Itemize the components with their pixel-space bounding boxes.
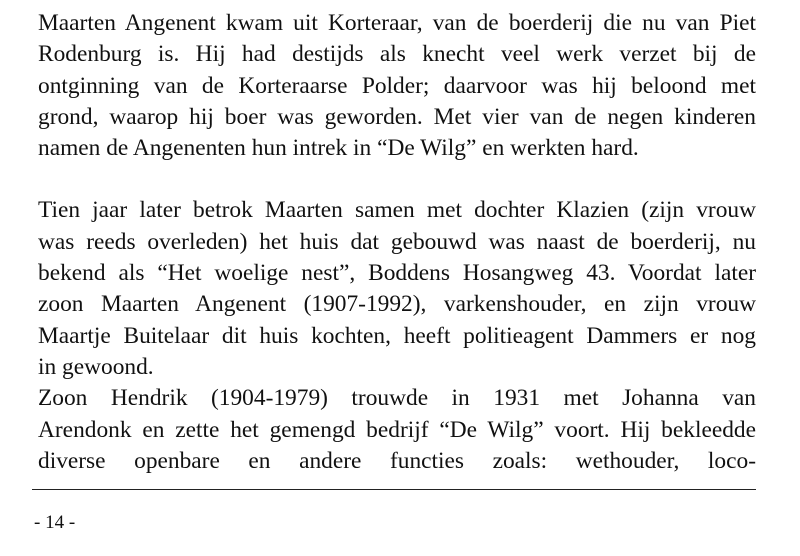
text-line: ontginning van de Korteraarse Polder; daarvoor was hij beloond met [38, 72, 756, 99]
text-line: namen de Angenenten hun intrek in “De Wilg” en werkten hard. [38, 135, 639, 162]
footer-rule [32, 489, 756, 490]
paragraph-3 [38, 383, 756, 477]
text-line: was reeds overleden) het huis dat gebouwd was naast de boerderij, nu [38, 228, 756, 255]
paragraph-gap [38, 164, 756, 195]
text-line: Tien jaar later betrok Maarten samen met dochter Klazien (zijn vrouw [38, 197, 756, 224]
text-line: bekend als “Het woelige nest”, Boddens Hosangweg 43. Voordat later [38, 260, 756, 287]
page-number: - 14 - [34, 512, 76, 533]
text-line: diverse openbare en andere functies zoals: wethouder, loco- [38, 447, 756, 474]
text-line: grond, waarop hij boer was geworden. Met vier van de negen kinderen [38, 103, 756, 130]
text-line: Arendonk en zette het gemengd bedrijf “De Wilg” voort. Hij bekleedde [38, 416, 756, 443]
text-line: Rodenburg is. Hij had destijds als knecht veel werk verzet bij de [38, 41, 756, 68]
text-line: Maartje Buitelaar dit huis kochten, heeft politieagent Dammers er nog [38, 322, 756, 349]
text-line: in gewoond. [38, 353, 154, 380]
paragraph-1 [38, 8, 756, 164]
paragraph-2 [38, 195, 756, 383]
text-line: Zoon Hendrik (1904-1979) trouwde in 1931 met Johanna van [38, 385, 756, 412]
text-line: Maarten Angenent kwam uit Korteraar, van de boerderij die nu van Piet [38, 10, 756, 36]
text-line: zoon Maarten Angenent (1907-1992), varkenshouder, en zijn vrouw [38, 291, 756, 318]
document-body [38, 8, 756, 477]
